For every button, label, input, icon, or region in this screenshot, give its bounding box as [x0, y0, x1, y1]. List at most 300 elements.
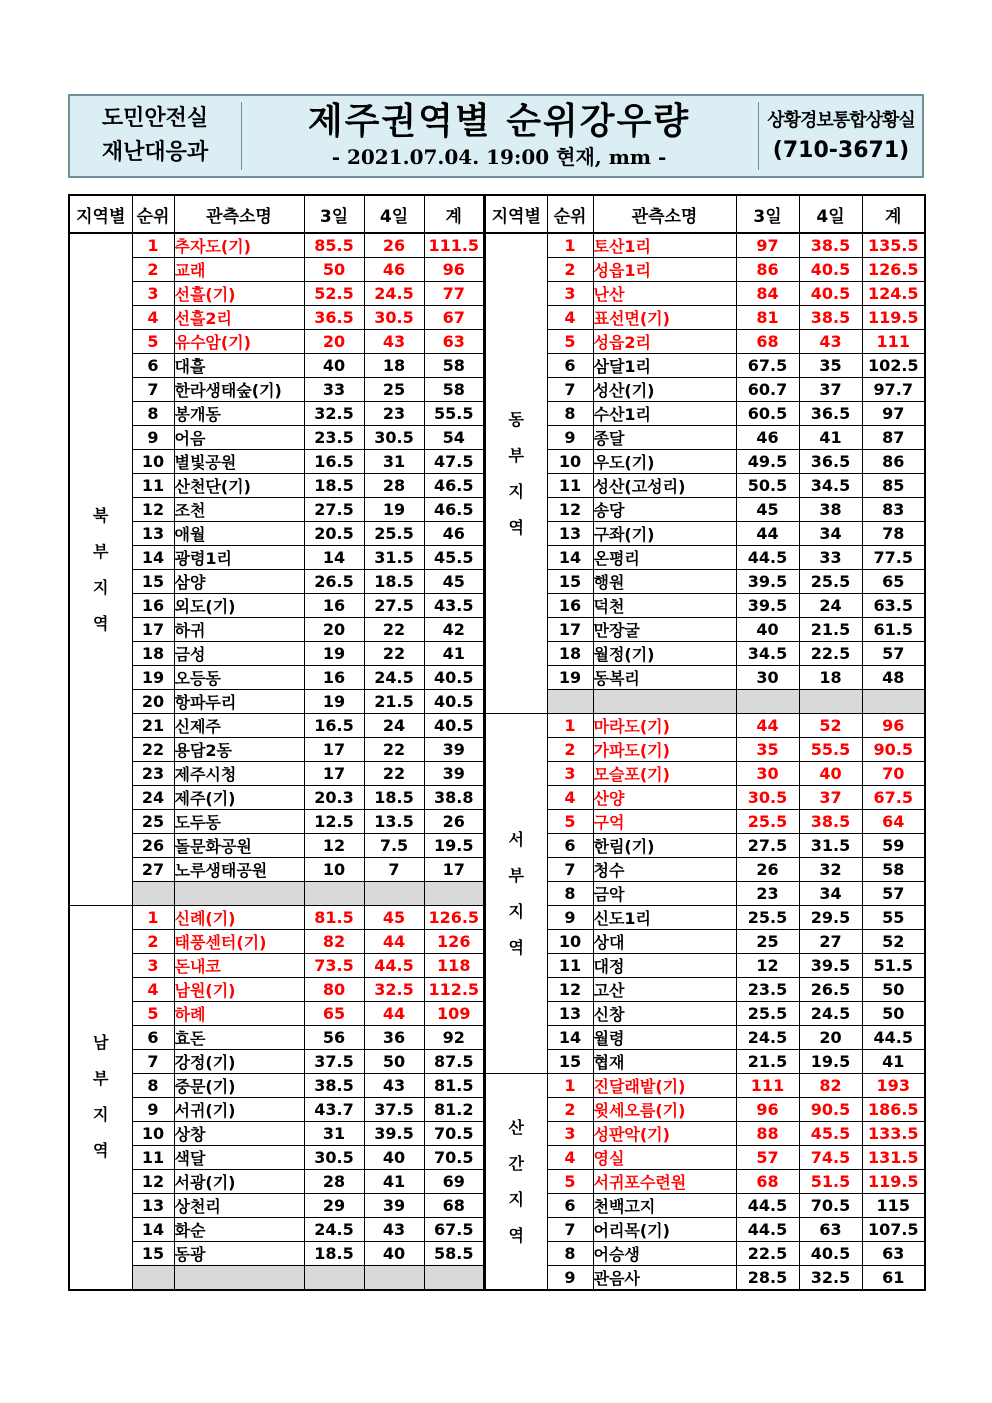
table-row	[485, 978, 925, 1002]
station-name: 신창	[593, 1002, 736, 1026]
total-value: 109	[424, 1002, 484, 1026]
col-total: 계	[424, 195, 484, 233]
day4-value: 35	[799, 354, 862, 378]
station-name: 어리목(기)	[593, 1218, 736, 1242]
col-region: 지역별	[69, 195, 132, 233]
day4-value: 50	[364, 1050, 424, 1074]
day3-value: 82	[304, 930, 364, 954]
rank-cell: 8	[547, 1242, 593, 1266]
table-row	[69, 474, 484, 498]
rank-cell: 6	[547, 1194, 593, 1218]
day4-value: 45	[364, 906, 424, 930]
station-name: 강정(기)	[174, 1050, 304, 1074]
station-name: 제주시청	[174, 762, 304, 786]
total-value: 102.5	[862, 354, 925, 378]
day4-value: 29.5	[799, 906, 862, 930]
total-value: 68	[424, 1194, 484, 1218]
col-rank: 순위	[132, 195, 174, 233]
station-name: 서귀(기)	[174, 1098, 304, 1122]
day4-value: 63	[799, 1218, 862, 1242]
table-row	[485, 714, 925, 738]
day4-value: 37	[799, 378, 862, 402]
rank-cell: 17	[547, 618, 593, 642]
table-row	[69, 1074, 484, 1098]
day3-value: 39.5	[736, 570, 799, 594]
day3-value: 50.5	[736, 474, 799, 498]
day4-value: 34	[799, 522, 862, 546]
station-name: 표선면(기)	[593, 306, 736, 330]
day4-value: 24	[799, 594, 862, 618]
total-value: 46.5	[424, 474, 484, 498]
station-name: 행원	[593, 570, 736, 594]
day4-value: 44.5	[364, 954, 424, 978]
day4-value: 39.5	[364, 1122, 424, 1146]
station-name: 금악	[593, 882, 736, 906]
total-value: 54	[424, 426, 484, 450]
day4-value: 39.5	[799, 954, 862, 978]
total-value: 193	[862, 1074, 925, 1098]
rank-cell: 1	[547, 714, 593, 738]
table-row	[485, 1194, 925, 1218]
station-name: 청수	[593, 858, 736, 882]
table-row	[485, 810, 925, 834]
station-name: 월정(기)	[593, 642, 736, 666]
total-value: 41	[862, 1050, 925, 1074]
day3-value: 16.5	[304, 450, 364, 474]
total-value: 186.5	[862, 1098, 925, 1122]
station-name: 화순	[174, 1218, 304, 1242]
station-name: 유수암(기)	[174, 330, 304, 354]
total-value: 57	[862, 642, 925, 666]
day3-value: 21.5	[736, 1050, 799, 1074]
table-row	[485, 282, 925, 306]
total-value: 86	[862, 450, 925, 474]
station-name: 산양	[593, 786, 736, 810]
table-row	[485, 1218, 925, 1242]
rank-cell: 19	[547, 666, 593, 690]
day3-value: 86	[736, 258, 799, 282]
rank-cell: 20	[132, 690, 174, 714]
office-name: 상황경보통합상황실	[767, 110, 915, 131]
rank-cell: 15	[547, 570, 593, 594]
total-value: 85	[862, 474, 925, 498]
header-divider	[758, 102, 759, 170]
station-name: 수산1리	[593, 402, 736, 426]
blank-cell	[799, 690, 862, 714]
table-row	[485, 1242, 925, 1266]
day3-value: 17	[304, 738, 364, 762]
total-value: 107.5	[862, 1218, 925, 1242]
day4-value: 30.5	[364, 426, 424, 450]
table-row	[69, 1242, 484, 1266]
station-name: 중문(기)	[174, 1074, 304, 1098]
day4-value: 36.5	[799, 450, 862, 474]
rank-cell: 17	[132, 618, 174, 642]
rank-cell: 12	[132, 1170, 174, 1194]
day4-value: 25.5	[364, 522, 424, 546]
day4-value: 7.5	[364, 834, 424, 858]
blank-cell	[547, 690, 593, 714]
station-name: 하례	[174, 1002, 304, 1026]
rank-cell: 10	[132, 450, 174, 474]
day3-value: 44.5	[736, 546, 799, 570]
rank-cell: 14	[132, 1218, 174, 1242]
rank-cell: 8	[547, 882, 593, 906]
table-row	[485, 1098, 925, 1122]
rank-cell: 14	[547, 1026, 593, 1050]
station-name: 효돈	[174, 1026, 304, 1050]
day3-value: 68	[736, 330, 799, 354]
day4-value: 7	[364, 858, 424, 882]
total-value: 47.5	[424, 450, 484, 474]
station-name: 오등동	[174, 666, 304, 690]
station-name: 마라도(기)	[593, 714, 736, 738]
station-name: 서광(기)	[174, 1170, 304, 1194]
day4-value: 34.5	[799, 474, 862, 498]
total-value: 112.5	[424, 978, 484, 1002]
table-row	[69, 714, 484, 738]
day3-value: 30	[736, 762, 799, 786]
title-block	[242, 96, 756, 176]
station-name: 진달래밭(기)	[593, 1074, 736, 1098]
station-name: 색달	[174, 1146, 304, 1170]
rank-cell: 11	[132, 1146, 174, 1170]
day3-value: 27.5	[736, 834, 799, 858]
day4-value: 13.5	[364, 810, 424, 834]
day3-value: 33	[304, 378, 364, 402]
table-row	[69, 402, 484, 426]
blank-cell	[736, 690, 799, 714]
day3-value: 44	[736, 522, 799, 546]
day3-value: 111	[736, 1074, 799, 1098]
total-value: 83	[862, 498, 925, 522]
station-name: 종달	[593, 426, 736, 450]
rank-cell: 18	[132, 642, 174, 666]
station-name: 온평리	[593, 546, 736, 570]
rank-cell: 2	[547, 1098, 593, 1122]
rank-cell: 9	[132, 426, 174, 450]
station-name: 대흘	[174, 354, 304, 378]
table-row	[485, 834, 925, 858]
rank-cell: 16	[132, 594, 174, 618]
day3-value: 40	[736, 618, 799, 642]
report-header	[68, 94, 924, 178]
blank-cell	[862, 690, 925, 714]
total-value: 57	[862, 882, 925, 906]
table-row	[485, 882, 925, 906]
day4-value: 38.5	[799, 306, 862, 330]
day4-value: 38	[799, 498, 862, 522]
day4-value: 22	[364, 762, 424, 786]
day3-value: 50	[304, 258, 364, 282]
total-value: 38.8	[424, 786, 484, 810]
day3-value: 80	[304, 978, 364, 1002]
day3-value: 40	[304, 354, 364, 378]
day3-value: 44.5	[736, 1194, 799, 1218]
day3-value: 52.5	[304, 282, 364, 306]
blank-cell	[364, 882, 424, 906]
total-value: 58.5	[424, 1242, 484, 1266]
table-row	[69, 834, 484, 858]
rank-cell: 15	[132, 570, 174, 594]
station-name: 대정	[593, 954, 736, 978]
table-row	[69, 666, 484, 690]
station-name: 동광	[174, 1242, 304, 1266]
table-row	[69, 1146, 484, 1170]
day4-value: 24	[364, 714, 424, 738]
blank-cell	[424, 1266, 484, 1290]
day3-value: 12	[304, 834, 364, 858]
blank-cell	[304, 1266, 364, 1290]
day3-value: 14	[304, 546, 364, 570]
day4-value: 40.5	[799, 1242, 862, 1266]
day3-value: 44	[736, 714, 799, 738]
day3-value: 20.5	[304, 522, 364, 546]
table-row	[485, 330, 925, 354]
rank-cell: 1	[132, 233, 174, 258]
table-row	[69, 1122, 484, 1146]
day4-value: 41	[364, 1170, 424, 1194]
station-name: 송당	[593, 498, 736, 522]
day3-value: 19	[304, 642, 364, 666]
total-value: 97.7	[862, 378, 925, 402]
day4-value: 30.5	[364, 306, 424, 330]
table-row	[485, 426, 925, 450]
day3-value: 43.7	[304, 1098, 364, 1122]
day4-value: 32	[799, 858, 862, 882]
day3-value: 45	[736, 498, 799, 522]
department-line-1: 도민안전실	[101, 106, 209, 131]
table-row	[69, 330, 484, 354]
total-value: 59	[862, 834, 925, 858]
total-value: 64	[862, 810, 925, 834]
total-value: 111	[862, 330, 925, 354]
station-name: 금성	[174, 642, 304, 666]
day3-value: 46	[736, 426, 799, 450]
station-name: 덕천	[593, 594, 736, 618]
rank-cell: 7	[547, 858, 593, 882]
day3-value: 20.3	[304, 786, 364, 810]
table-row	[69, 594, 484, 618]
rank-cell: 3	[547, 1122, 593, 1146]
day4-value: 22	[364, 642, 424, 666]
table-row	[69, 1098, 484, 1122]
day3-value: 57	[736, 1146, 799, 1170]
day4-value: 41	[799, 426, 862, 450]
table-row	[485, 258, 925, 282]
table-row	[485, 522, 925, 546]
day4-value: 33	[799, 546, 862, 570]
station-name: 봉개동	[174, 402, 304, 426]
station-name: 구억	[593, 810, 736, 834]
day3-value: 23.5	[736, 978, 799, 1002]
day4-value: 31	[364, 450, 424, 474]
day4-value: 40.5	[799, 282, 862, 306]
table-row	[485, 570, 925, 594]
day3-value: 18.5	[304, 1242, 364, 1266]
table-row	[485, 1146, 925, 1170]
blank-cell	[424, 882, 484, 906]
day4-value: 34	[799, 882, 862, 906]
table-row	[69, 258, 484, 282]
station-name: 용담2동	[174, 738, 304, 762]
total-value: 96	[424, 258, 484, 282]
rank-cell: 5	[547, 1170, 593, 1194]
total-value: 90.5	[862, 738, 925, 762]
rank-cell: 7	[547, 1218, 593, 1242]
day4-value: 38.5	[799, 810, 862, 834]
col-station: 관측소명	[593, 195, 736, 233]
rank-cell: 4	[547, 1146, 593, 1170]
table-row	[69, 978, 484, 1002]
total-value: 51.5	[862, 954, 925, 978]
rank-cell: 1	[132, 906, 174, 930]
station-name: 한림(기)	[593, 834, 736, 858]
day4-value: 40	[799, 762, 862, 786]
total-value: 44.5	[862, 1026, 925, 1050]
rank-cell: 2	[132, 258, 174, 282]
day4-value: 44	[364, 1002, 424, 1026]
rank-cell: 12	[547, 978, 593, 1002]
rank-cell: 6	[132, 354, 174, 378]
rank-cell: 13	[547, 522, 593, 546]
station-name: 성읍1리	[593, 258, 736, 282]
table-row	[485, 1074, 925, 1098]
total-value: 96	[862, 714, 925, 738]
station-name: 도두동	[174, 810, 304, 834]
station-name: 별빛공원	[174, 450, 304, 474]
rank-cell: 4	[547, 306, 593, 330]
table-row	[69, 522, 484, 546]
day3-value: 36.5	[304, 306, 364, 330]
total-value: 46	[424, 522, 484, 546]
table-row	[485, 666, 925, 690]
day4-value: 27	[799, 930, 862, 954]
col-day4: 4일	[364, 195, 424, 233]
table-row	[69, 1218, 484, 1242]
table-row	[485, 618, 925, 642]
rank-cell: 14	[547, 546, 593, 570]
day4-value: 37.5	[364, 1098, 424, 1122]
blank-cell	[304, 882, 364, 906]
col-region: 지역별	[485, 195, 547, 233]
total-value: 78	[862, 522, 925, 546]
day4-value: 36	[364, 1026, 424, 1050]
rainfall-table-right	[484, 194, 926, 1291]
col-total: 계	[862, 195, 925, 233]
station-name: 토산1리	[593, 233, 736, 258]
day4-value: 46	[364, 258, 424, 282]
region-label: 북 부 지 역	[69, 233, 132, 906]
region-label: 동 부 지 역	[485, 233, 547, 714]
day4-value: 55.5	[799, 738, 862, 762]
day4-value: 43	[799, 330, 862, 354]
day4-value: 26.5	[799, 978, 862, 1002]
total-value: 119.5	[862, 1170, 925, 1194]
station-name: 상창	[174, 1122, 304, 1146]
department-line-2: 재난대응과	[101, 140, 209, 165]
day4-value: 25	[364, 378, 424, 402]
table-row	[485, 546, 925, 570]
station-name: 돈내코	[174, 954, 304, 978]
day3-value: 16.5	[304, 714, 364, 738]
table-row	[69, 378, 484, 402]
total-value: 67.5	[424, 1218, 484, 1242]
station-name: 어승생	[593, 1242, 736, 1266]
day4-value: 32.5	[364, 978, 424, 1002]
total-value: 92	[424, 1026, 484, 1050]
table-row	[69, 306, 484, 330]
table-row	[485, 858, 925, 882]
rank-cell: 2	[547, 738, 593, 762]
rank-cell: 10	[547, 930, 593, 954]
rank-cell: 7	[132, 1050, 174, 1074]
region-label: 남 부 지 역	[69, 906, 132, 1290]
day4-value: 19.5	[799, 1050, 862, 1074]
table-row	[69, 906, 484, 930]
rank-cell: 8	[132, 1074, 174, 1098]
table-row	[69, 1002, 484, 1026]
day3-value: 38.5	[304, 1074, 364, 1098]
station-name: 교래	[174, 258, 304, 282]
rank-cell: 14	[132, 546, 174, 570]
station-name: 외도(기)	[174, 594, 304, 618]
day3-value: 25.5	[736, 1002, 799, 1026]
station-name: 성판악(기)	[593, 1122, 736, 1146]
total-value: 41	[424, 642, 484, 666]
table-row	[69, 738, 484, 762]
day3-value: 25.5	[736, 906, 799, 930]
day4-value: 18	[364, 354, 424, 378]
day4-value: 24.5	[799, 1002, 862, 1026]
rank-cell: 2	[132, 930, 174, 954]
total-value: 69	[424, 1170, 484, 1194]
total-value: 58	[424, 378, 484, 402]
day4-value: 43	[364, 1074, 424, 1098]
total-value: 50	[862, 1002, 925, 1026]
total-value: 50	[862, 978, 925, 1002]
blank-row	[69, 1266, 484, 1290]
day4-value: 18.5	[364, 570, 424, 594]
day3-value: 85.5	[304, 233, 364, 258]
total-value: 26	[424, 810, 484, 834]
day3-value: 12	[736, 954, 799, 978]
day3-value: 12.5	[304, 810, 364, 834]
station-name: 신례(기)	[174, 906, 304, 930]
table-row	[485, 1266, 925, 1291]
day3-value: 97	[736, 233, 799, 258]
total-value: 131.5	[862, 1146, 925, 1170]
rank-cell: 23	[132, 762, 174, 786]
table-row	[69, 762, 484, 786]
station-name: 동복리	[593, 666, 736, 690]
rank-cell: 4	[132, 306, 174, 330]
rank-cell: 11	[132, 474, 174, 498]
table-row	[485, 906, 925, 930]
station-name: 조천	[174, 498, 304, 522]
rank-cell: 11	[547, 954, 593, 978]
station-name: 가파도(기)	[593, 738, 736, 762]
table-row	[485, 402, 925, 426]
rank-cell: 12	[547, 498, 593, 522]
table-row	[485, 954, 925, 978]
day4-value: 18.5	[364, 786, 424, 810]
total-value: 19.5	[424, 834, 484, 858]
total-value: 70	[862, 762, 925, 786]
day3-value: 28	[304, 1170, 364, 1194]
total-value: 63	[862, 1242, 925, 1266]
day4-value: 40.5	[799, 258, 862, 282]
